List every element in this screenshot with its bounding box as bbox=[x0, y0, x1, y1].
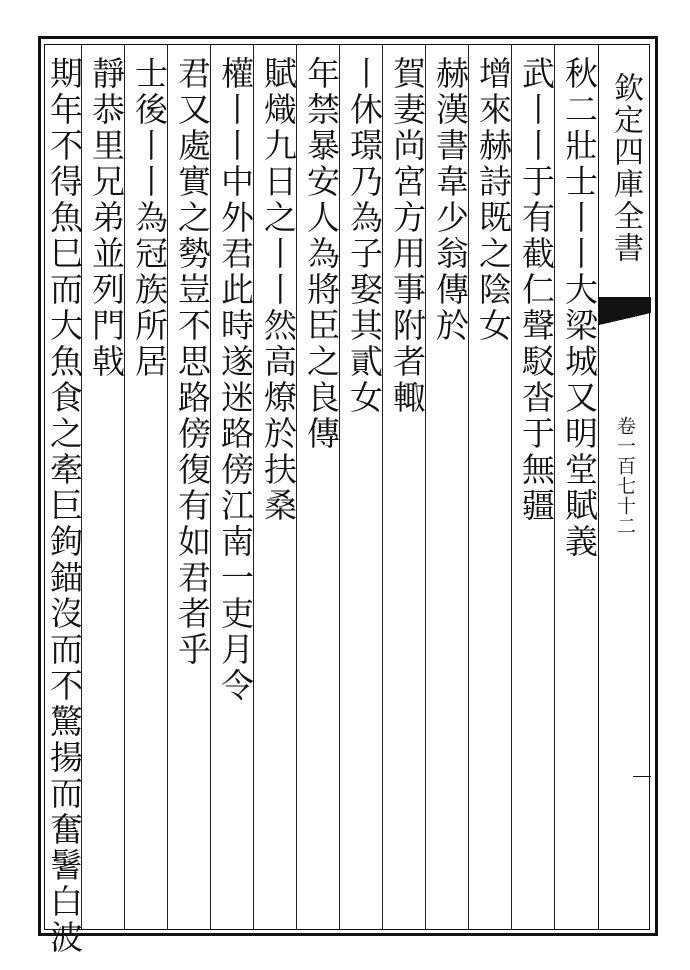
text-column-13 bbox=[44, 44, 84, 956]
text-column-2 bbox=[511, 44, 559, 930]
column-text: 靜恭里兄弟並列門戟 bbox=[87, 56, 126, 380]
fishtail-notch bbox=[599, 313, 651, 325]
column-text: 權丨丨中外君此時遂迷路傍江南一吏月令 bbox=[216, 56, 255, 704]
column-text: 賦熾九日之丨丨然高燎於扶桑 bbox=[259, 56, 298, 524]
column-text: 年禁暴安人為將臣之良傳 bbox=[302, 56, 341, 452]
text-column-12 bbox=[81, 44, 129, 930]
column-text: 士後丨丨為冠族所居 bbox=[130, 56, 169, 380]
text-column-10 bbox=[167, 44, 215, 930]
text-column-8 bbox=[253, 44, 301, 930]
column-text: 秋二壯士丨丨大梁城又明堂賦義 bbox=[560, 56, 599, 560]
text-column-9 bbox=[210, 44, 258, 930]
column-text: 丨休璟乃為子娶其貳女 bbox=[345, 56, 384, 416]
text-column-3 bbox=[468, 44, 516, 930]
column-text: 賀妻尚宮方用事附者輙 bbox=[388, 56, 427, 416]
text-column-7 bbox=[296, 44, 344, 930]
column-text: 武丨丨于有截仁聲駁沓于無疆 bbox=[517, 56, 556, 524]
margin-column bbox=[598, 44, 650, 930]
column-text: 君又處實之勢豈不思路傍復有如君者乎 bbox=[173, 56, 212, 668]
text-column-4 bbox=[425, 44, 473, 930]
column-text: 赫漢書韋少翁傳於 bbox=[431, 56, 470, 344]
text-column-5 bbox=[382, 44, 430, 930]
volume-label: 卷一百七十二 bbox=[614, 416, 636, 536]
text-column-11 bbox=[124, 44, 172, 930]
text-column-1 bbox=[554, 44, 602, 930]
book-title: 欽定四庫全書 bbox=[608, 72, 643, 264]
margin-rule bbox=[633, 776, 651, 777]
fishtail-mark bbox=[599, 297, 651, 313]
column-text: 期年不得魚巳而大魚食之牽巨鉤錨沒而不驚揚而奮鬐白波 bbox=[45, 56, 84, 956]
column-text: 增來赫詩既之陰女 bbox=[474, 56, 513, 344]
text-column-6 bbox=[339, 44, 387, 930]
